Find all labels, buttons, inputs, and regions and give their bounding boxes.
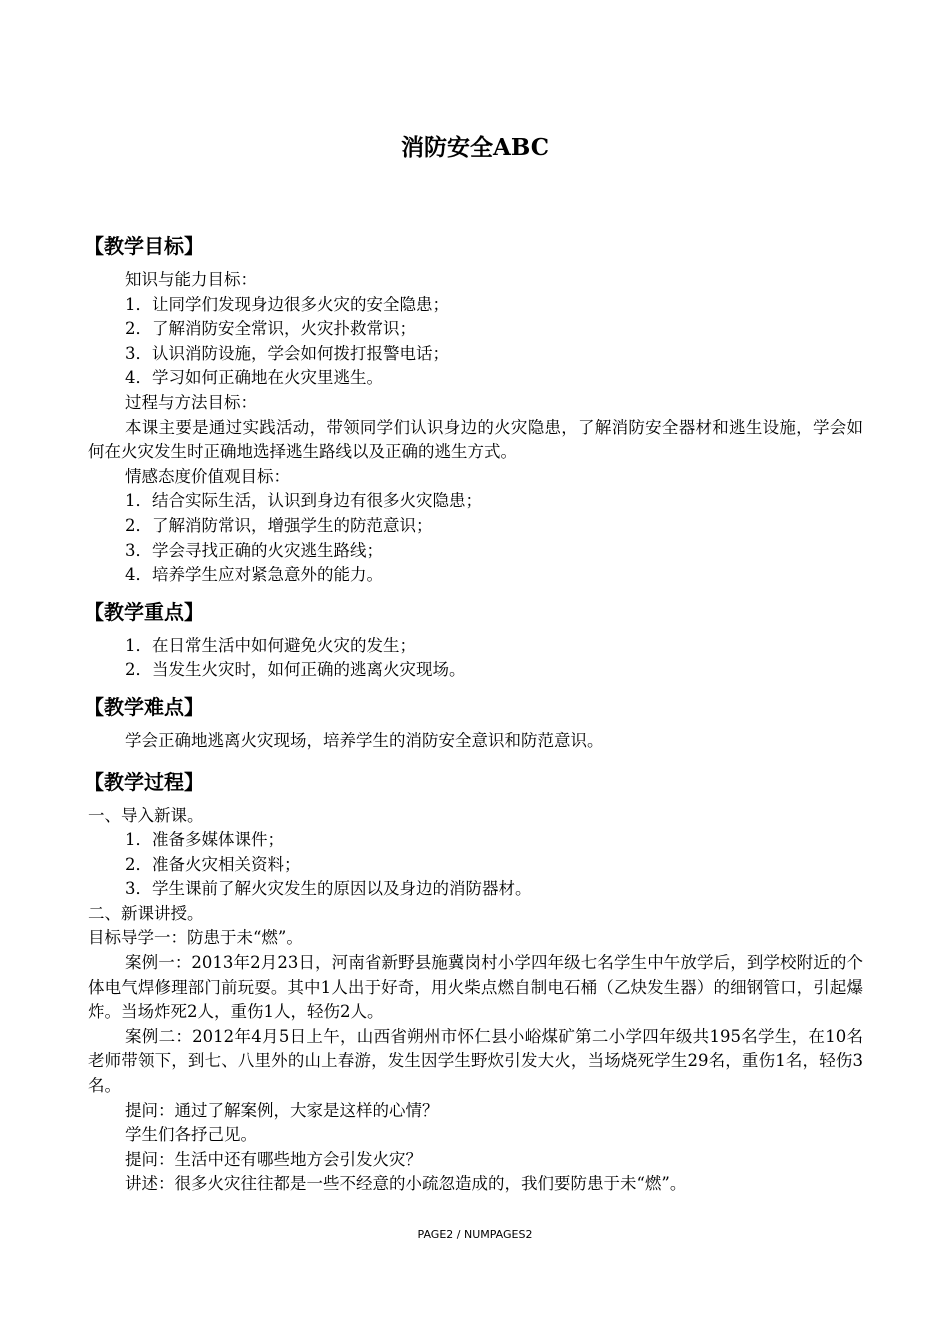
- list-item: 3．认识消防设施，学会如何拨打报警电话；: [125, 343, 449, 363]
- list-item: 1．结合实际生活，认识到身边有很多火灾隐患；: [125, 491, 482, 511]
- list-item: 1．准备多媒体课件；: [125, 830, 284, 850]
- narration-line: 讲述：很多火灾往往都是一些不经意的小疏忽造成的，我们要防患于未“燃”。: [125, 1174, 687, 1194]
- list-item: 4．培养学生应对紧急意外的能力。: [125, 565, 383, 585]
- list-item: 2．了解消防常识，增强学生的防范意识；: [125, 515, 433, 535]
- section-heading-difficulties: 【教学难点】: [84, 694, 204, 719]
- list-item: 1．在日常生活中如何避免火灾的发生；: [125, 635, 416, 655]
- section-heading-key-points: 【教学重点】: [84, 599, 204, 624]
- question-line: 提问：通过了解案例，大家是这样的心情？: [125, 1100, 439, 1120]
- process-method-paragraph: 本课主要是通过实践活动，带领同学们认识身边的火灾隐患，了解消防安全器材和逃生设施，学会如何在火灾发生时正确地选择逃生路线以及正确的逃生方式。: [88, 417, 863, 462]
- list-item: 3．学生课前了解火灾发生的原因以及身边的消防器材。: [125, 879, 532, 899]
- attitude-label: 情感态度价值观目标：: [125, 466, 290, 486]
- document-body: [84, 232, 863, 1197]
- case-one-paragraph: 案例一：2013年2月23日，河南省新野县施冀岗村小学四年级七名学生中午放学后，到学校附近的个体电气焊修理部门前玩耍。其中1人出于好奇，用火柴点燃自制电石桶（乙炔发生器）的细钢管口，引起爆炸。当场炸死2人，重伤1人，轻伤2人。: [88, 953, 863, 1022]
- section-heading-objectives: 【教学目标】: [84, 234, 204, 258]
- part1-label: 一、导入新课。: [88, 805, 204, 825]
- answer-line: 学生们各抒己见。: [125, 1125, 257, 1145]
- list-item: 2．了解消防安全常识，火灾扑救常识；: [125, 319, 416, 339]
- list-item: 3．学会寻找正确的火灾逃生路线；: [125, 540, 383, 560]
- list-item: 1．让同学们发现身边很多火灾的安全隐患；: [125, 294, 449, 314]
- process-method-label: 过程与方法目标：: [125, 392, 257, 412]
- case-two-paragraph: 案例二：2012年4月5日上午，山西省朔州市怀仁县小峪煤矿第二小学四年级共195名学生，在10名老师带领下，到七、八里外的山上春游，发生因学生野炊引发大火，当场烧死学生29名，重伤1名，轻伤3名。: [88, 1026, 863, 1096]
- document-title: 消防安全ABC: [400, 134, 550, 161]
- list-item: 2．当发生火灾时，如何正确的逃离火灾现场。: [125, 660, 466, 680]
- part2-label: 二、新课讲授。: [88, 903, 204, 923]
- list-item: 2．准备火灾相关资料；: [125, 854, 301, 874]
- question-line: 提问：生活中还有哪些地方会引发火灾？: [125, 1149, 422, 1169]
- list-item: 4．学习如何正确地在火灾里逃生。: [125, 368, 383, 388]
- goal-one: 目标导学一：防患于未“燃”。: [88, 928, 303, 948]
- section-heading-process: 【教学过程】: [84, 769, 204, 794]
- page-number-footer: PAGE2 / NUMPAGES2: [417, 1228, 533, 1241]
- knowledge-label: 知识与能力目标：: [125, 270, 257, 289]
- difficulties-text: 学会正确地逃离火灾现场，培养学生的消防安全意识和防范意识。: [125, 730, 604, 750]
